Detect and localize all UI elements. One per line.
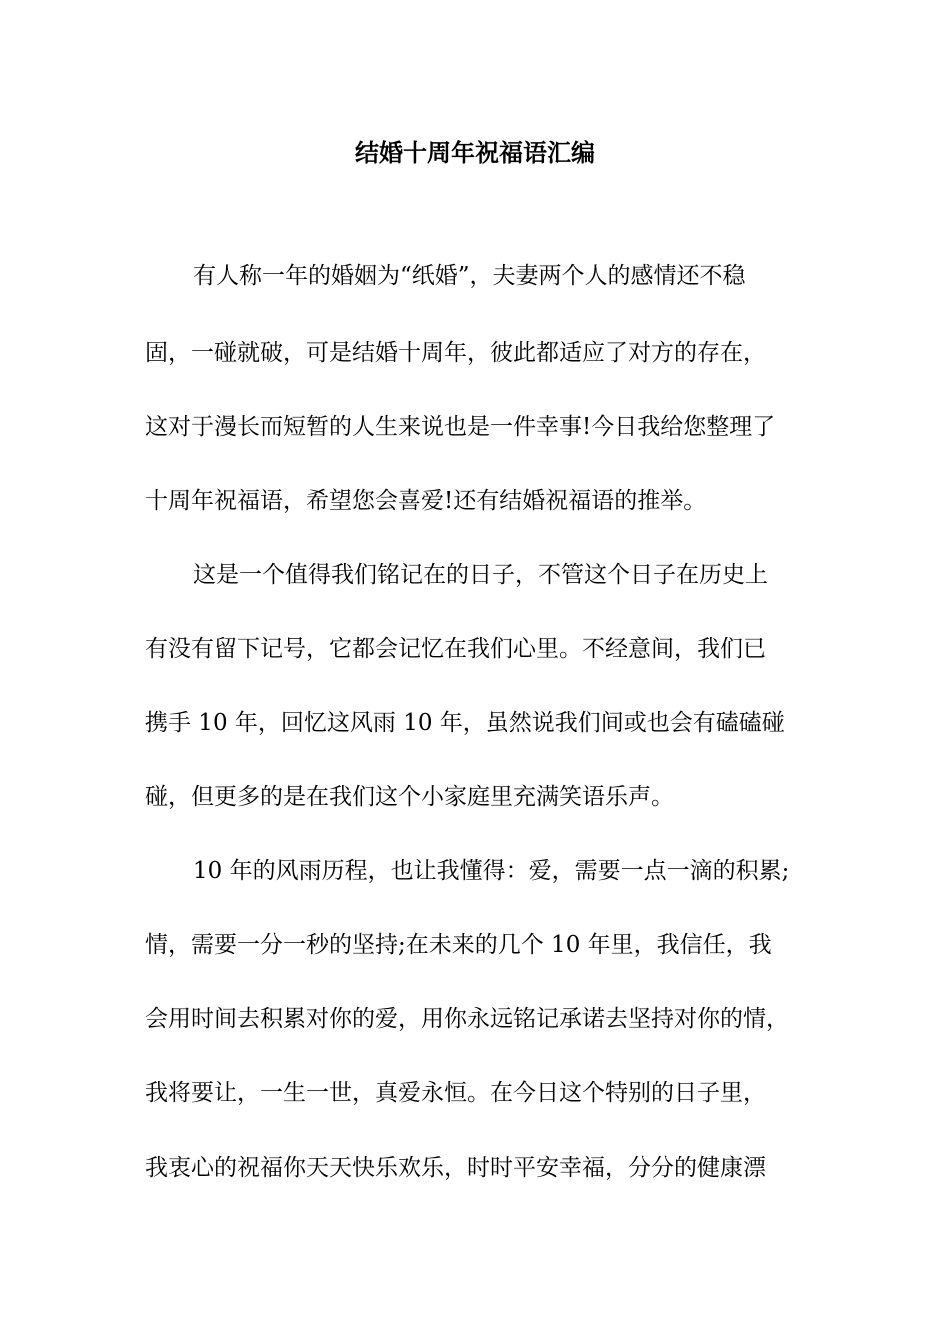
paragraph-3-line-1: 10 年的风雨历程，也让我懂得：爱，需要一点一滴的积累; [193,858,790,884]
document-title: 结婚十周年祝福语汇编 [355,138,595,167]
paragraph-1-line-2: 固，一碰就破，可是结婚十周年，彼此都适应了对方的存在， [145,340,766,366]
paragraph-2-line-3: 携手 10 年，回忆这风雨 10 年，虽然说我们间或也会有磕磕碰 [145,710,785,736]
paragraph-2-line-2: 有没有留下记号，它都会记忆在我们心里。不经意间，我们已 [145,636,766,662]
paragraph-2-line-1: 这是一个值得我们铭记在的日子，不管这个日子在历史上 [193,562,768,588]
paragraph-1-line-3: 这对于漫长而短暂的人生来说也是一件幸事!今日我给您整理了 [145,414,776,440]
paragraph-3-line-4: 我将要让，一生一世，真爱永恒。在今日这个特别的日子里， [145,1080,766,1106]
paragraph-3-line-3: 会用时间去积累对你的爱，用你永远铭记承诺去坚持对你的情， [145,1006,789,1032]
paragraph-2-line-4: 碰，但更多的是在我们这个小家庭里充满笑语乐声。 [145,784,674,810]
paragraph-3-line-5: 我衷心的祝福你天天快乐欢乐，时时平安幸福，分分的健康漂 [145,1155,766,1181]
paragraph-3-line-2: 情，需要一分一秒的坚持;在未来的几个 10 年里，我信任，我 [145,932,772,958]
paragraph-1-line-4: 十周年祝福语，希望您会喜爱!还有结婚祝福语的推举。 [145,488,707,514]
paragraph-1-line-1: 有人称一年的婚姻为“纸婚”，夫妻两个人的感情还不稳 [193,263,746,289]
